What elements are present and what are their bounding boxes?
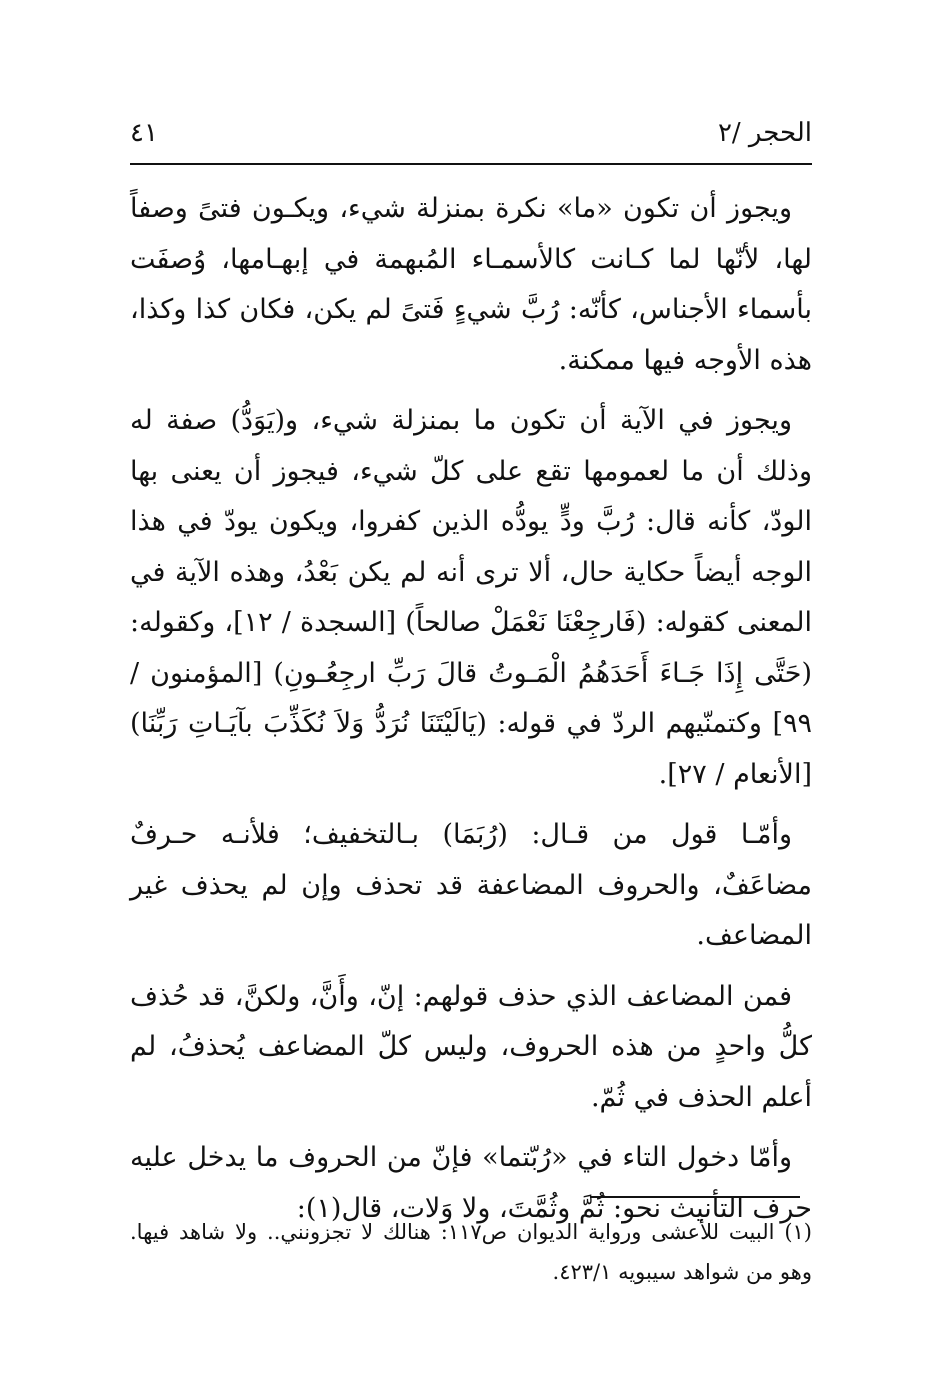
paragraph: ويجوز في الآية أن تكون ما بمنزلة شيء، و(يَوَدُّ) صفة له وذلك أن ما لعمومها تقع على كلّ شيء، فيجوز أن يعنى بها الودّ، كأنه قال: رُبَّ ودٍّ يودُّه الذين كفروا، ويكون يودّ في هذا الوجه أيضاً حكاية حال، ألا ترى أنه لم يكن بَعْدُ، وهذه الآية في المعنى كقوله: (فَارجِعْنَا نَعْمَلْ صالحاً) [السجدة / ١٢]، وكقوله: (حَتَّى إِذَا جَـاءَ أَحَدَهُمُ الْمَـوتُ قالَ رَبِّ ارجِعُـونِ) [المؤمنون / ٩٩] وكتمنّيهم الردّ في قوله: (يَالَيْتَنَا نُرَدُّ وَلاَ نُكَذِّبَ بآيَـاتِ رَبِّنَا) [الأنعام / ٢٧].: [130, 405, 812, 790]
paragraph: وأمّا دخول التاء في «رُبّتما» فإنّ من الحروف ما يدخل عليه حرف التأنيث نحو: ثُمَّ وثُمَّتَ، ولا وَلات، قال(١):: [130, 1142, 812, 1224]
header-divider: [130, 163, 812, 165]
page-number: ٤١: [130, 118, 158, 148]
footnote-divider: [590, 1196, 800, 1198]
footnote: [130, 1212, 812, 1292]
footnote-text: (١) البيت للأعشى ورواية الديوان ص١١٧: هنالك لا تجزونني.. ولا شاهد فيها. وهو من شواهد سيبويه ٤٢٣/١.: [130, 1220, 812, 1284]
paragraph: وأمّـا قول من قـال: (رُبَمَا) بـالتخفيف؛ فلأنـه حـرفٌ مضاعَفٌ، والحروف المضاعفة قد تحذف وإن لم يحذف غير المضاعف.: [130, 819, 812, 951]
page-header: [130, 118, 812, 158]
running-title: الحجر /٢: [717, 118, 812, 148]
main-text: [130, 184, 812, 1244]
paragraph: فمن المضاعف الذي حذف قولهم: إنّ، وأَنَّ، ولكنَّ، قد حُذف كلُّ واحدٍ من هذه الحروف، وليس كلّ المضاعف يُحذفُ، لم أعلم الحذف في ثُمّ.: [130, 980, 812, 1113]
paragraph: ويجوز أن تكون «ما» نكرة بمنزلة شيء، ويكـون فتىً وصفاً لها، لأنّها لما كـانت كالأسمـاء المُبهمة في إبهـامها، وُصفَت بأسماء الأجناس، كأنّه: رُبَّ شيءٍ فَتىً لم يكن، فكان كذا وكذا، هذه الأوجه فيها ممكنة.: [130, 193, 812, 376]
